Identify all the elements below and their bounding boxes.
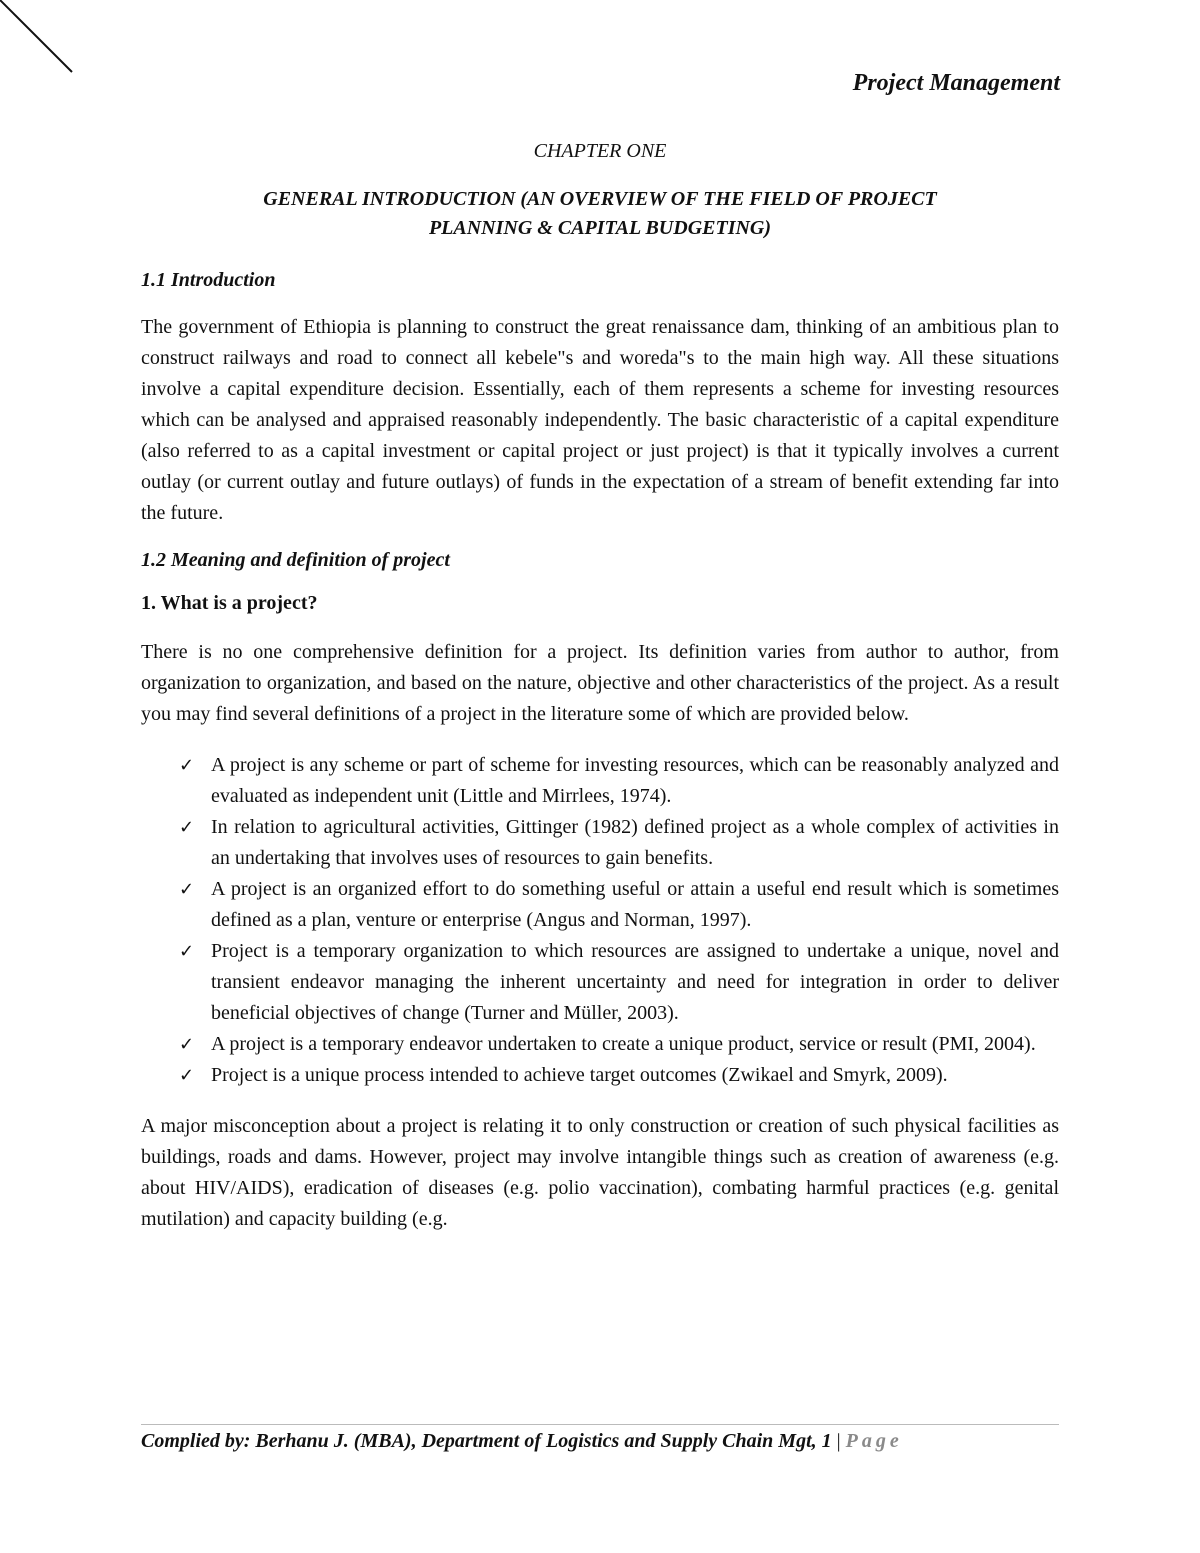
section-heading-introduction: 1.1 Introduction	[141, 269, 276, 291]
subheading-what-is-project: 1. What is a project?	[141, 592, 318, 614]
checkmark-icon: ✓	[179, 941, 195, 962]
list-item	[175, 812, 1059, 874]
list-item-text: A project is an organized effort to do something useful or attain a useful end result which is sometimes defined as a plan, venture or enterprise (Angus and Norman, 1997).	[211, 878, 1059, 931]
list-item	[175, 874, 1059, 936]
page-footer	[141, 1430, 903, 1453]
definitions-checklist	[141, 750, 1059, 1091]
checkmark-icon: ✓	[179, 1065, 195, 1086]
chapter-title	[141, 185, 1059, 243]
list-item	[175, 1060, 1059, 1091]
chapter-title-line-2: PLANNING & CAPITAL BUDGETING)	[428, 217, 772, 239]
list-item	[175, 936, 1059, 1029]
chapter-title-line-1: GENERAL INTRODUCTION (AN OVERVIEW OF THE FIELD OF PROJECT	[263, 188, 937, 210]
list-item-text: A project is a temporary endeavor undertaken to create a unique product, service or result (PMI, 2004).	[211, 1033, 1036, 1055]
checkmark-icon: ✓	[179, 817, 195, 838]
list-item	[175, 750, 1059, 812]
introduction-paragraph: The government of Ethiopia is planning to construct the great renaissance dam, thinking of an ambitious plan to construct railways and road to connect all kebele"s and woreda"s to the main high way. All these situations involve a capital expenditure decision. Essentially, each of them represents a scheme for investing resources which can be analysed and appraised reasonably independently. The basic characteristic of a capital expenditure (also referred to as a capital investment or capital project or just project) is that it typically involves a current outlay (or current outlay and future outlays) of funds in the expectation of a stream of benefit extending far into the future.	[141, 316, 1059, 524]
footer-credit: Complied by: Berhanu J. (MBA), Department of Logistics and Supply Chain Mgt,	[141, 1430, 817, 1452]
footer-separator: |	[836, 1430, 841, 1452]
list-item-text: Project is a temporary organization to which resources are assigned to undertake a unique, novel and transient endeavor managing the inherent uncertainty and need for integration in order to deliver beneficial objectives of change (Turner and Müller, 2003).	[211, 940, 1059, 1024]
checkmark-icon: ✓	[179, 755, 195, 776]
running-header-title: Project Management	[852, 70, 1060, 96]
checkmark-icon: ✓	[179, 879, 195, 900]
misconception-paragraph: A major misconception about a project is relating it to only construction or creation of such physical facilities as buildings, roads and dams. However, project may involve intangible things such as creation of awareness (e.g. about HIV/AIDS), eradication of diseases (e.g. polio vaccination), combating harmful practices (e.g. genital mutilation) and capacity building (e.g.	[141, 1115, 1059, 1230]
list-item-text: A project is any scheme or part of scheme for investing resources, which can be reasonably analyzed and evaluated as independent unit (Little and Mirrlees, 1974).	[211, 754, 1059, 807]
list-item-text: In relation to agricultural activities, Gittinger (1982) defined project as a whole complex of activities in an undertaking that involves uses of resources to gain benefits.	[211, 816, 1059, 869]
footer-divider	[141, 1424, 1059, 1425]
checkmark-icon: ✓	[179, 1034, 195, 1055]
section-heading-meaning-definition: 1.2 Meaning and definition of project	[141, 549, 450, 571]
page-number: 1	[821, 1430, 832, 1452]
page-label: Page	[845, 1430, 903, 1452]
list-item	[175, 1029, 1059, 1060]
corner-fold-line	[0, 0, 80, 80]
page-body	[141, 140, 1059, 1255]
definition-intro-paragraph: There is no one comprehensive definition for a project. Its definition varies from author to author, from organization to organization, and based on the nature, objective and other characteristics of the project. As a result you may find several definitions of a project in the literature some of which are provided below.	[141, 641, 1059, 725]
list-item-text: Project is a unique process intended to achieve target outcomes (Zwikael and Smyrk, 2009).	[211, 1064, 948, 1086]
chapter-label: CHAPTER ONE	[533, 140, 667, 162]
